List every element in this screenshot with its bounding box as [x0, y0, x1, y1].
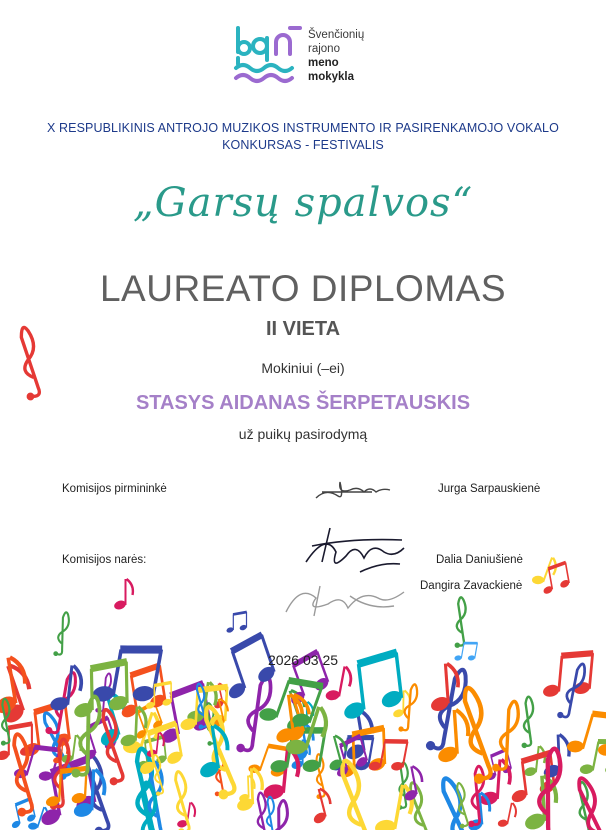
music-note-icon: [496, 801, 518, 830]
members-label: Komisijos narės:: [62, 554, 147, 566]
music-note-icon: [192, 724, 232, 781]
music-note-icon: [254, 792, 268, 830]
music-note-icon: [113, 579, 133, 611]
award-date: 2026 03 25: [267, 652, 339, 668]
festival-title: „Garsų spalvos“: [132, 180, 474, 226]
chair-name: Jurga Sarpauskienė: [438, 483, 541, 495]
music-note-icon: [529, 553, 559, 590]
member-signature-2: [280, 576, 410, 620]
member-name-2: Dangira Zavackienė: [420, 580, 523, 592]
chair-signature: [312, 470, 396, 506]
school-logo: [230, 24, 390, 90]
school-logo-text: [308, 28, 364, 84]
student-name: STASYS AIDANAS ŠERPETAUSKIS: [135, 392, 471, 414]
diploma-title: LAUREATO DIPLOMAS: [99, 268, 506, 309]
award-reason: už puikų pasirodymą: [238, 426, 368, 442]
music-note-icon: [455, 597, 466, 648]
member-signature-1: [300, 522, 410, 578]
music-note-icon: [577, 734, 606, 782]
music-note-icon: [522, 697, 534, 749]
contest-title-line-1: X RESPUBLIKINIS ANTROJO MUZIKOS INSTRUMENTO IR PASIRENKAMOJO VOKALO: [47, 121, 559, 135]
music-note-icon: [305, 787, 335, 826]
logo-line-1: Švenčionių: [308, 29, 365, 41]
music-note-icon: [226, 612, 248, 634]
music-note-icon: [372, 781, 416, 830]
school-logo-icon: [230, 24, 302, 90]
music-note-icon: [53, 611, 70, 657]
music-note-icon: [571, 776, 606, 830]
member-name-1: Dalia Daniušienė: [436, 554, 523, 566]
contest-title-line-2: KONKURSAS - FESTIVALIS: [222, 138, 384, 152]
chair-label: Komisijos pirmininkė: [62, 483, 167, 495]
logo-line-3: meno: [308, 57, 339, 69]
logo-line-2: rajono: [308, 43, 340, 55]
recipient-label: Mokiniui (–ei): [261, 360, 345, 376]
place-award: II VIETA: [265, 318, 341, 340]
music-note-icon: [491, 700, 521, 774]
contest-title: [20, 120, 586, 154]
logo-line-4: mokykla: [308, 71, 355, 83]
